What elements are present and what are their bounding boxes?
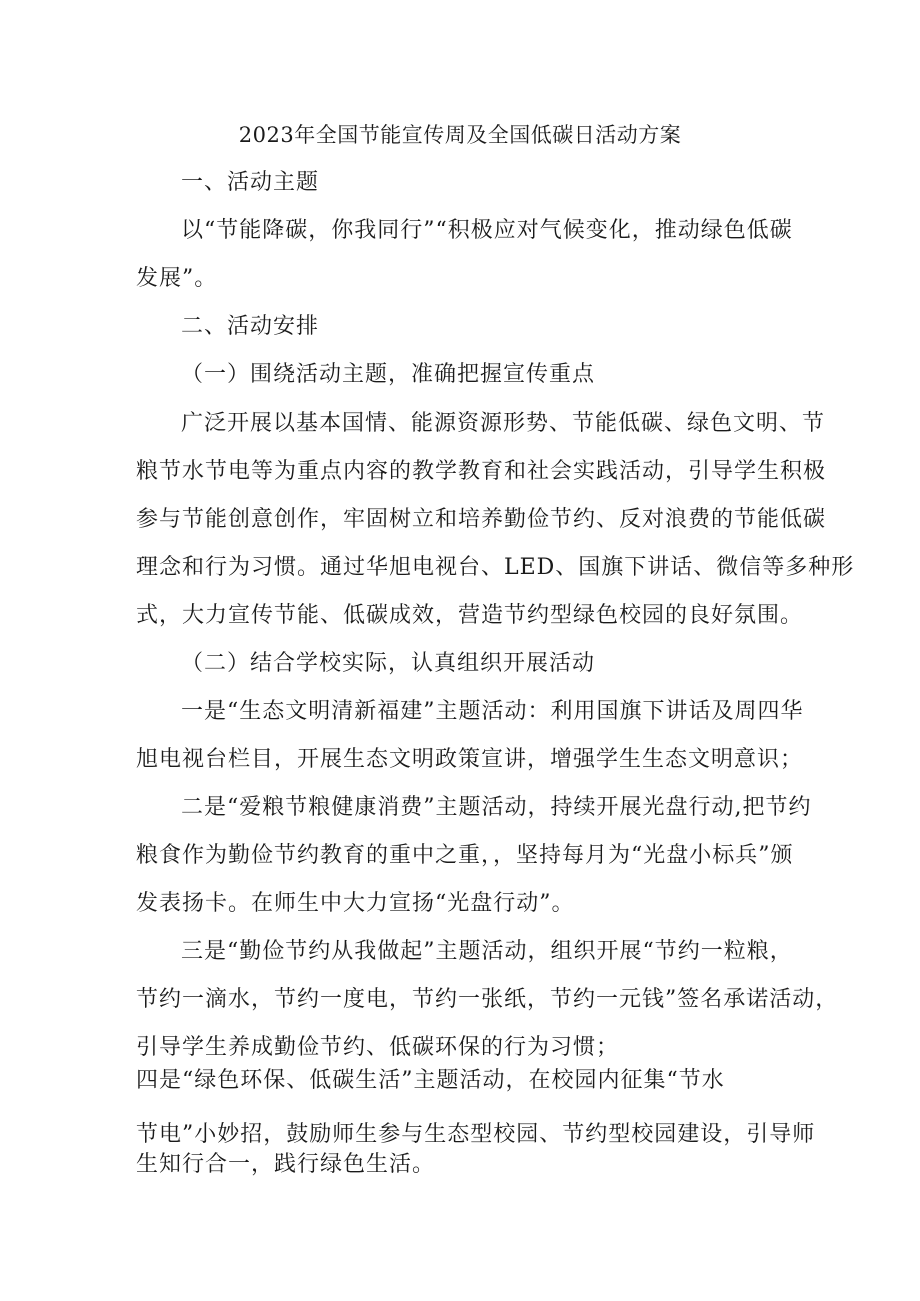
paragraph-line: 二是“爱粮节粮健康消费”主题活动，持续开展光盘行动,把节约 <box>181 795 812 820</box>
document-title: 2023年全国节能宣传周及全国低碳日活动方案 <box>238 123 682 147</box>
heading-theme: 一、活动主题 <box>181 170 320 195</box>
paragraph-line: 引导学生养成勤俭节约、低碳环保的行为习惯； <box>136 1035 620 1060</box>
paragraph-line: 发表扬卡。在师生中大力宣扬“光盘行动”。 <box>136 891 575 916</box>
subheading-two: （二）结合学校实际，认真组织开展活动 <box>181 651 596 676</box>
heading-arrangement: 二、活动安排 <box>181 314 320 339</box>
subheading-one: （一）围绕活动主题，准确把握宣传重点 <box>181 362 596 387</box>
paragraph-line: 三是“勤俭节约从我做起”主题活动，组织开展“节约一粒粮， <box>181 939 793 964</box>
paragraph-line: 发展”。 <box>136 266 218 291</box>
paragraph-line: 参与节能创意创作，牢固树立和培养勤俭节约、反对浪费的节能低碳 <box>136 507 827 532</box>
paragraph-line: 广泛开展以基本国情、能源资源形势、节能低碳、绿色文明、节 <box>181 411 826 436</box>
paragraph-line: 式，大力宣传节能、低碳成效，营造节约型绿色校园的良好氛围。 <box>136 603 804 628</box>
paragraph-line: 以“节能降碳，你我同行”“积极应对气候变化，推动绿色低碳 <box>181 218 793 243</box>
paragraph-line: 粮食作为勤俭节约教育的重中之重，，坚持每月为“光盘小标兵”颁 <box>136 843 794 868</box>
paragraph-line: 节电”小妙招，鼓励师生参与生态型校园、节约型校园建设，引导师 <box>136 1122 816 1147</box>
paragraph-line: 节约一滴水，节约一度电，节约一张纸，节约一元钱”签名承诺活动， <box>136 987 839 1012</box>
paragraph-line: 生知行合一，践行绿色生活。 <box>136 1152 436 1177</box>
paragraph-line: 四是“绿色环保、低碳生活”主题活动，在校园内征集“节水 <box>136 1068 725 1093</box>
paragraph-line: 理念和行为习惯。通过华旭电视台、LED、国旗下讲话、微信等多种形 <box>136 555 855 580</box>
paragraph-line: 粮节水节电等为重点内容的教学教育和社会实践活动，引导学生积极 <box>136 459 827 484</box>
paragraph-line: 一是“生态文明清新福建”主题活动：利用国旗下讲话及周四华 <box>181 699 804 724</box>
paragraph-line: 旭电视台栏目，开展生态文明政策宣讲，增强学生生态文明意识； <box>136 747 804 772</box>
